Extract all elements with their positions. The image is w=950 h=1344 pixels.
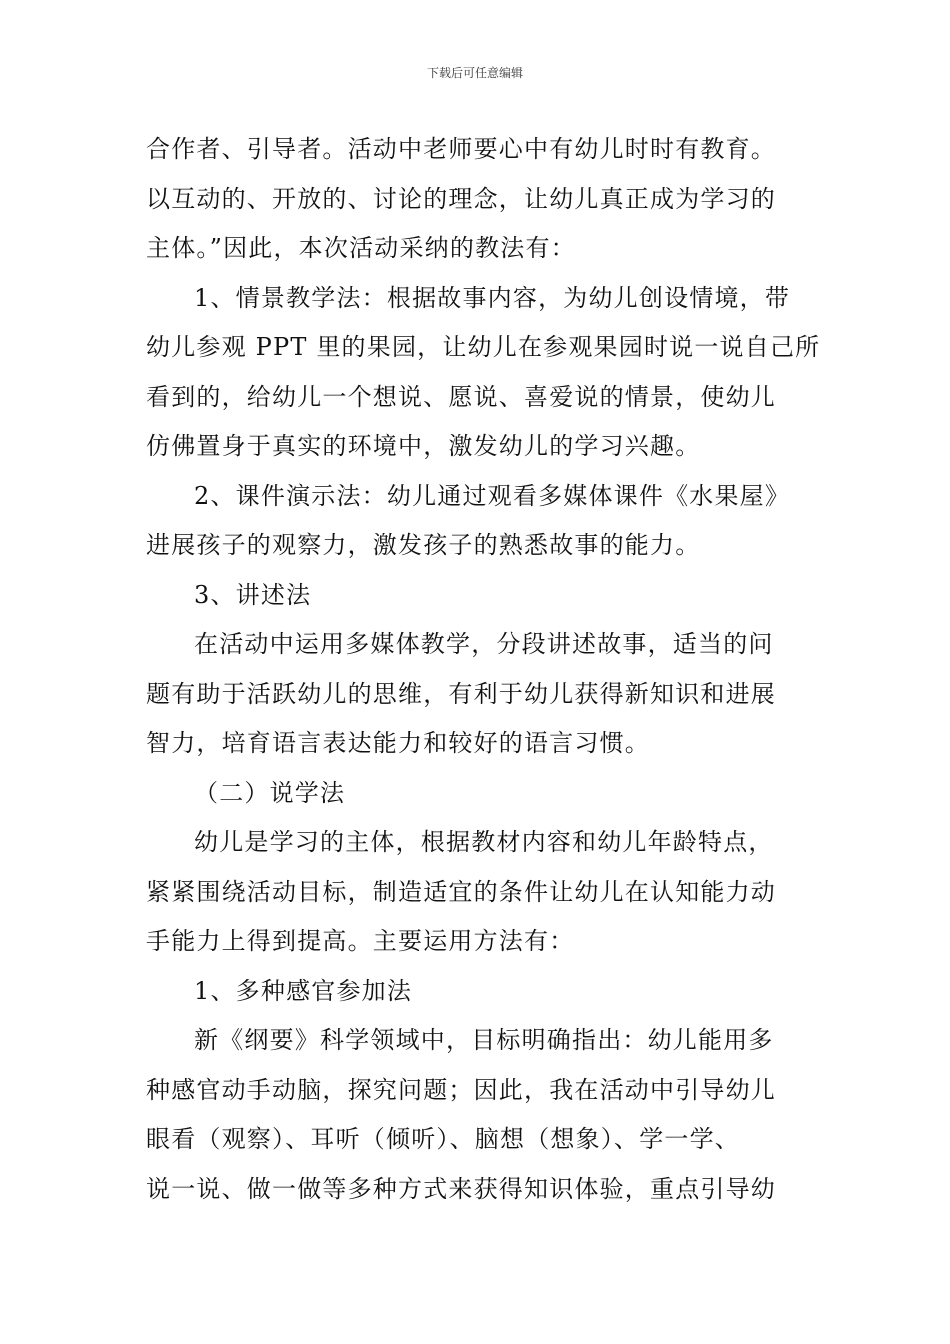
text-line: 进展孩子的观察力，激发孩子的熟悉故事的能力。 <box>146 531 701 559</box>
text-line: 手能力上得到提高。主要运用方法有： <box>146 927 575 955</box>
text-line: 幼儿是学习的主体，根据教材内容和幼儿年龄特点， <box>194 828 774 856</box>
text-line: 看到的，给幼儿一个想说、愿说、喜爱说的情景，使幼儿 <box>146 382 776 411</box>
text-line: 在活动中运用多媒体教学，分段讲述故事，适当的问 <box>194 630 774 658</box>
text-line: 新《纲要》科学领域中，目标明确指出：幼儿能用多 <box>194 1026 774 1054</box>
document-body <box>146 125 821 1214</box>
page-header: 下载后可任意编辑 <box>426 66 523 80</box>
text-line: 幼儿参观 PPT 里的果园，让幼儿在参观果园时说一说自己所 <box>146 333 821 361</box>
text-line: 题有助于活跃幼儿的思维，有利于幼儿获得新知识和进展 <box>146 679 776 708</box>
text-line: 种感官动手动脑，探究问题；因此，我在活动中引导幼儿 <box>146 1075 776 1104</box>
section-heading: 3、讲述法 <box>194 580 312 609</box>
text-line: 说一说、做一做等多种方式来获得知识体验，重点引导幼 <box>146 1174 776 1203</box>
text-line: 仿佛置身于真实的环境中，激发幼儿的学习兴趣。 <box>146 432 701 460</box>
section-heading: （二）说学法 <box>194 778 346 807</box>
text-line: 合作者、引导者。活动中老师要心中有幼儿时时有教育。 <box>146 135 776 163</box>
text-line: 1、情景教学法：根据故事内容，为幼儿创设情境，带 <box>194 283 791 312</box>
text-line: 紧紧围绕活动目标，制造适宜的条件让幼儿在认知能力动 <box>146 877 776 906</box>
text-line: 智力，培育语言表达能力和较好的语言习惯。 <box>146 729 650 757</box>
text-line: 眼看（观察）、耳听（倾听）、脑想（想象）、学一学、 <box>146 1125 740 1153</box>
text-line: 主体。”因此，本次活动采纳的教法有： <box>146 234 576 262</box>
text-line: 以互动的、开放的、讨论的理念，让幼儿真正成为学习的 <box>146 184 776 213</box>
section-heading: 1、多种感官参加法 <box>194 976 413 1005</box>
text-line: 2、课件演示法：幼儿通过观看多媒体课件《水果屋》 <box>194 481 791 510</box>
